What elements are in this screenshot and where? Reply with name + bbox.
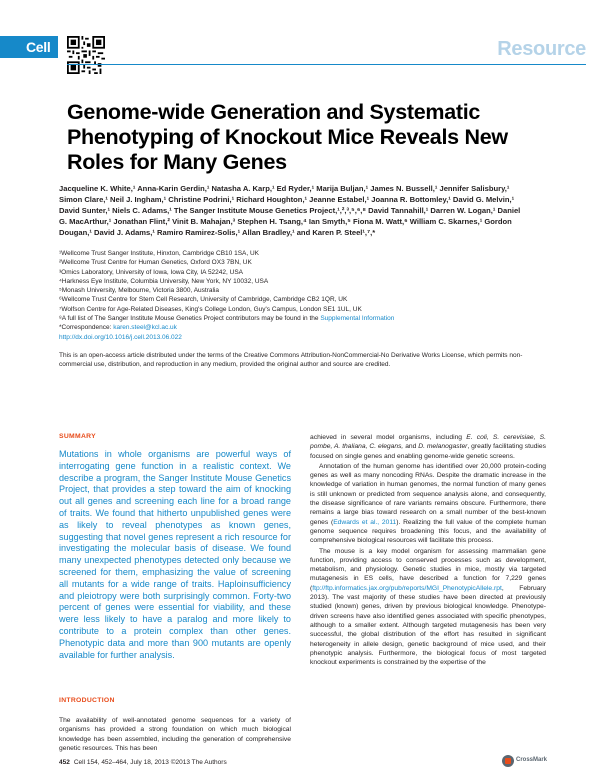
- qr-code-icon: [67, 36, 105, 74]
- right-column: [310, 433, 546, 668]
- ftp-link[interactable]: ftp://ftp.informatics.jax.org/pub/reports/MGI_PhenotypicAllele.rpt: [312, 584, 502, 592]
- affiliation-item: ⁶Wellcome Trust Centre for Stem Cell Research, University of Cambridge, Cambridge CB2 1QR, UK: [59, 296, 348, 304]
- affiliation-item: ²Wellcome Trust Centre for Human Genetics, Oxford OX3 7BN, UK: [59, 259, 252, 267]
- affiliation-item: ⁴Harkness Eye Institute, Columbia University, New York, NY 10032, USA: [59, 277, 269, 285]
- correspondence-label: *Correspondence:: [59, 324, 114, 332]
- affiliation-item: ⁷Wolfson Centre for Age-Related Diseases, King's College London, Guy's Campus, London SE1 1UL, UK: [59, 305, 362, 313]
- article-type-label: Resource: [497, 38, 586, 60]
- doi-link[interactable]: http://dx.doi.org/10.1016/j.cell.2013.06.022: [59, 333, 182, 341]
- crossmark-badge[interactable]: [502, 754, 548, 768]
- affiliation-item: [59, 314, 539, 323]
- article-title: Genome-wide Generation and Systematic Phenotyping of Knockout Mice Reveals New Roles for Many Genes: [67, 100, 508, 174]
- paragraph: achieved in several model organisms, including E. coli, S. cerevisiae, S. pombe, A. thaliana, C. elegans, and D. melanogaster, greatly facilitating studies focused on single genes and enabling genome-wide genetic screens.: [310, 434, 546, 460]
- header-rule: [67, 64, 586, 65]
- affiliation-item: ¹Wellcome Trust Sanger Institute, Hinxton, Cambridge CB10 1SA, UK: [59, 250, 260, 257]
- introduction-heading: INTRODUCTION: [59, 697, 115, 704]
- cell-journal-logo[interactable]: Cell: [0, 36, 58, 58]
- affiliation-item: ³Omics Laboratory, University of Iowa, Iowa City, IA 52242, USA: [59, 268, 243, 276]
- correspondence: [59, 323, 539, 332]
- affiliation-text: ⁸A full list of The Sanger Institute Mouse Genetics Project contributors may be found in the: [59, 315, 321, 323]
- supplemental-info-link[interactable]: Supplemental Information: [320, 315, 395, 323]
- summary-text: Mutations in whole organisms are powerful ways of interrogating gene function in a realistic context. We describe a program, the Sanger Institute Mouse Genetics Project, that provides a step toward the aim of knocking out all genes and screening each line for a broad range of traits. We found that hitherto unpublished genes were as likely to reveal phenotypes as known genes, suggesting that novel genes represent a rich resource for investigating the molecular basis of disease. We found many unexpected phenotypes detected only because we screened for them, emphasizing the value of screening all mutants for a wide range of traits. Haploinsufficiency and pleiotropy were both surprisingly common. Forty-two percent of genes were essential for viability, and these were less likely to have a paralog and more likely to contribute to a protein complex than other genes. Phenotypic data and more than 900 mutants are openly available for further analysis.: [59, 449, 291, 660]
- affiliation-item: ⁵Monash University, Melbourne, Victoria 3800, Australia: [59, 287, 219, 295]
- author-list: Jacqueline K. White,¹ Anna-Karin Gerdin,¹ Natasha A. Karp,¹ Ed Ryder,¹ Marija Buljan,¹ James N. Bussell,¹ Jennifer Salisbury,¹ Simon Clare,¹ Neil J. Ingham,¹ Christine Podrini,¹ Richard Houghton,¹ Jeanne Estabel,¹ Joanna R. Bottomley,¹ David G. Melvin,¹ David Sunter,¹ Niels C. Adams,¹ The Sanger Institute Mouse Genetics Project,¹,²,³,⁵,⁶,⁸ David Tannahill,¹ Darren W. Logan,¹ Daniel G. MacArthur,¹ Jonathan Flint,² Vinit B. Mahajan,³ Stephen H. Tsang,⁴ Ian Smyth,⁵ Fiona M. Watt,⁶ William C. Skarnes,¹ Gordon Dougan,¹ David J. Adams,¹ Ramiro Ramirez-Solis,¹ Allan Bradley,¹ and Karen P. Steel¹,⁷,*: [59, 184, 521, 238]
- crossmark-label: CrossMark: [516, 757, 548, 763]
- paragraph: The mouse is a key model organism for assessing mammalian gene function, providing access to conserved processes such as development, metabolism, and physiology. Genetic studies in mice, mostly via targeted mutagenesis in ES cells, have described a function for 7,229 genes (ftp://ftp.informatics.jax.org/pub/reports/MGI_PhenotypicAllele.rpt, February 2013). The vast majority of these studies have been directed at previously studied (known) genes, driven by previous biological knowledge. Phenotype-driven screens have also identified genes associated with specific phenotypes, although to a smaller extent. Although targeted mutagenesis has been very successful, the global distribution of the effort has resulted in significant heterogeneity in allele design, genetic background of mice used, and their phenotypic analysis. Furthermore, the biological focus of most targeted knockout experiments is constrained by the expertise of the: [310, 547, 546, 667]
- introduction-text: The availability of well-annotated genome sequences for a variety of organisms has provided a strong foundation on which much biological knowledge has been assembled, including the generation of comprehensive genetic resources. This has been: [59, 717, 291, 752]
- footer-citation: Cell 154, 452–464, July 18, 2013 ©2013 The Authors: [73, 759, 227, 766]
- affiliations: [59, 249, 539, 342]
- correspondence-email-link[interactable]: karen.steel@kcl.ac.uk: [113, 324, 177, 332]
- summary-heading: SUMMARY: [59, 433, 96, 440]
- citation-link[interactable]: Edwards et al., 2011: [333, 518, 397, 526]
- crossmark-icon: [502, 755, 514, 767]
- paragraph: Annotation of the human genome has identified over 20,000 protein-coding genes as well as many noncoding RNAs. Despite the dramatic increase in the knowledge of variation in human genomes, the normal function of many genes is still unknown or predicted from sequence analysis alone, and consequently, the disease significance of rare variants remains obscure. Furthermore, there remains a large bias toward research on a small number of the best-known genes (Edwards et al., 2011). Realizing the full value of the complete human genome sequence requires broadening this focus, and the availability of comprehensive biological resources will facilitate this process.: [310, 462, 546, 545]
- license-statement: This is an open-access article distributed under the terms of the Creative Commons Attribution-NonCommercial-No Derivative Works License, which permits non-commercial use, distribution, and reproduction in any medium, provided the original author and source are credited.: [59, 352, 523, 369]
- page-number: 452: [59, 759, 70, 766]
- page-footer: [59, 759, 227, 766]
